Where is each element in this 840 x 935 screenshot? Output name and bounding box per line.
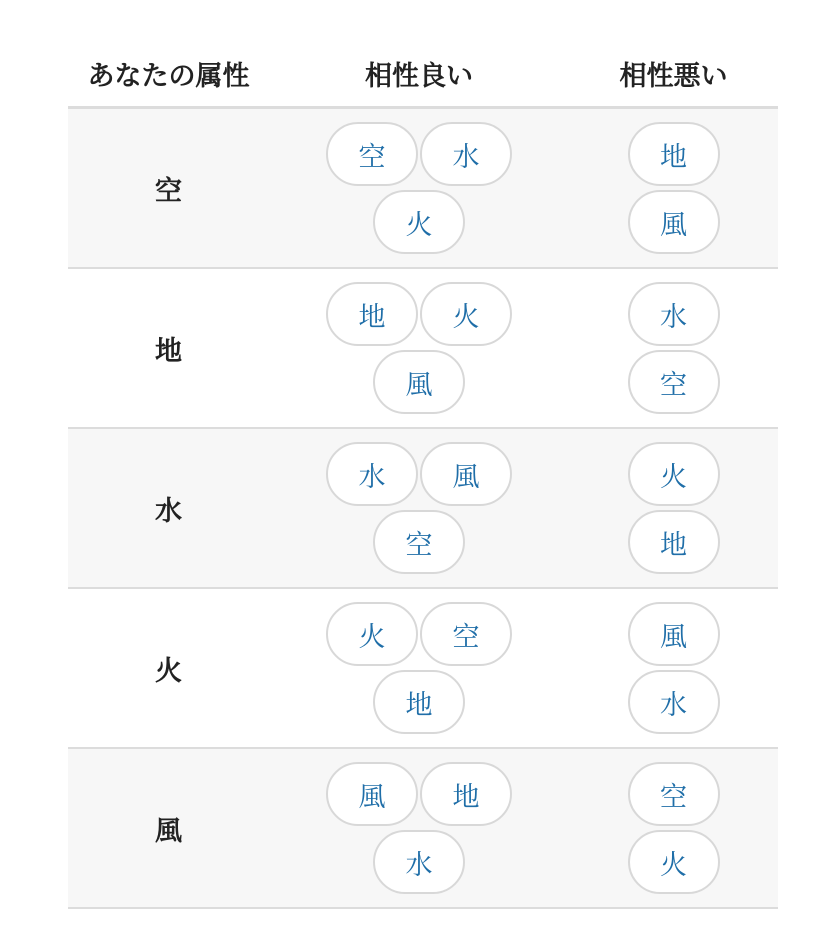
- good-attribute-button[interactable]: 水: [326, 442, 418, 506]
- bad-cell: [569, 440, 778, 576]
- table-header: [68, 40, 778, 109]
- header-your-attribute: あなたの属性: [87, 60, 250, 92]
- bad-attribute-button[interactable]: 火: [628, 442, 720, 506]
- bad-cell: [569, 280, 778, 416]
- good-attribute-button[interactable]: 風: [326, 762, 418, 826]
- good-attribute-button[interactable]: 空: [326, 122, 418, 186]
- table-row: [68, 109, 778, 269]
- bad-attribute-button[interactable]: 水: [628, 670, 720, 734]
- good-attribute-button[interactable]: 火: [326, 602, 418, 666]
- good-attribute-button[interactable]: 空: [420, 602, 512, 666]
- good-cell: [269, 440, 569, 576]
- table-row: [68, 749, 778, 909]
- header-bad-compatibility: 相性悪い: [619, 60, 728, 92]
- attribute-label: 水: [155, 495, 182, 527]
- good-attribute-button[interactable]: 風: [373, 350, 465, 414]
- bad-attribute-button[interactable]: 空: [628, 762, 720, 826]
- good-attribute-button[interactable]: 空: [373, 510, 465, 574]
- compatibility-table: [68, 40, 778, 909]
- good-attribute-button[interactable]: 風: [420, 442, 512, 506]
- good-cell: [269, 280, 569, 416]
- good-cell: [269, 120, 569, 256]
- good-attribute-button[interactable]: 水: [373, 830, 465, 894]
- bad-attribute-button[interactable]: 地: [628, 510, 720, 574]
- bad-attribute-button[interactable]: 水: [628, 282, 720, 346]
- attribute-label: 空: [155, 175, 182, 207]
- bad-attribute-button[interactable]: 地: [628, 122, 720, 186]
- good-attribute-button[interactable]: 火: [420, 282, 512, 346]
- table-row: [68, 269, 778, 429]
- bad-cell: [569, 600, 778, 736]
- bad-cell: [569, 120, 778, 256]
- attribute-label: 地: [155, 335, 182, 367]
- good-cell: [269, 760, 569, 896]
- bad-attribute-button[interactable]: 空: [628, 350, 720, 414]
- good-attribute-button[interactable]: 水: [420, 122, 512, 186]
- bad-attribute-button[interactable]: 風: [628, 190, 720, 254]
- good-attribute-button[interactable]: 火: [373, 190, 465, 254]
- table-row: [68, 589, 778, 749]
- attribute-label: 風: [155, 815, 182, 847]
- header-good-compatibility: 相性良い: [365, 60, 473, 92]
- bad-attribute-button[interactable]: 火: [628, 830, 720, 894]
- good-attribute-button[interactable]: 地: [420, 762, 512, 826]
- good-cell: [269, 600, 569, 736]
- good-attribute-button[interactable]: 地: [326, 282, 418, 346]
- attribute-label: 火: [155, 655, 182, 687]
- table-row: [68, 429, 778, 589]
- good-attribute-button[interactable]: 地: [373, 670, 465, 734]
- bad-attribute-button[interactable]: 風: [628, 602, 720, 666]
- bad-cell: [569, 760, 778, 896]
